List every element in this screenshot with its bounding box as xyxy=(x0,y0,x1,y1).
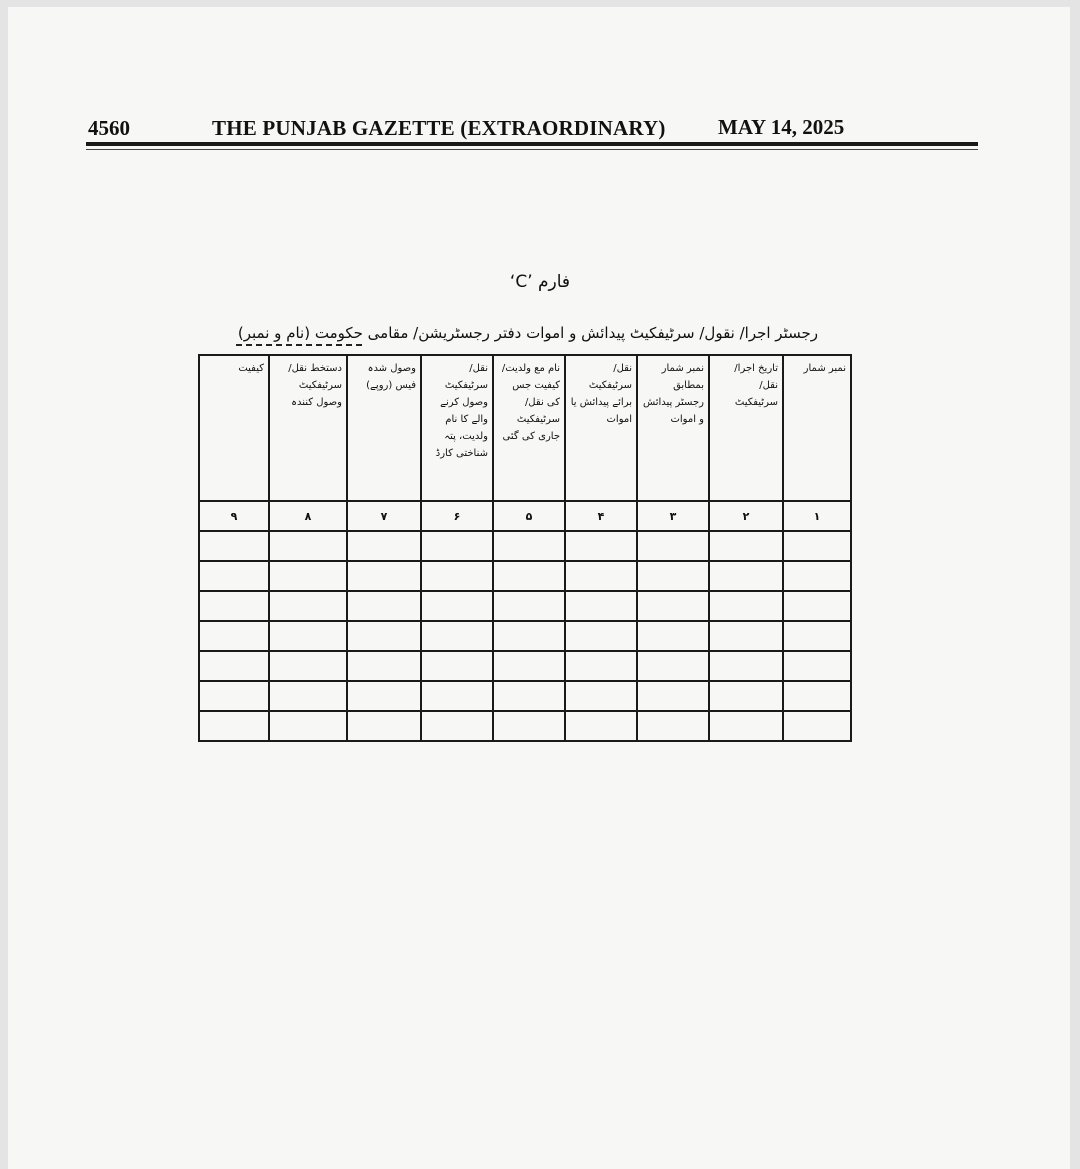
column-header: کیفیت xyxy=(199,355,269,501)
table-row xyxy=(199,621,851,651)
table-cell xyxy=(783,681,851,711)
table-cell xyxy=(709,651,783,681)
column-header: وصول شدہ فیس (روپے) xyxy=(347,355,421,501)
table-cell xyxy=(565,651,637,681)
column-header: نمبر شمار بمطابق رجسٹر پیدائش و اموات xyxy=(637,355,709,501)
table-cell xyxy=(783,531,851,561)
register-table xyxy=(198,354,852,742)
table-cell xyxy=(637,651,709,681)
table-cell xyxy=(347,591,421,621)
column-number: ۸ xyxy=(269,501,347,531)
table-cell xyxy=(709,711,783,741)
table-header-row xyxy=(199,355,851,501)
table-cell xyxy=(783,651,851,681)
table-row xyxy=(199,681,851,711)
table-cell xyxy=(269,621,347,651)
table-cell xyxy=(783,621,851,651)
table-cell xyxy=(347,681,421,711)
table-cell xyxy=(199,591,269,621)
table-cell xyxy=(347,651,421,681)
table-cell xyxy=(421,621,493,651)
table-cell xyxy=(269,711,347,741)
table-cell xyxy=(709,531,783,561)
table-cell xyxy=(421,531,493,561)
table-row xyxy=(199,711,851,741)
table-row xyxy=(199,591,851,621)
table-cell xyxy=(199,681,269,711)
table-cell xyxy=(347,561,421,591)
table-cell xyxy=(565,711,637,741)
table-cell xyxy=(565,681,637,711)
column-header: تاریخ اجرا/ نقل/ سرٹیفکیٹ xyxy=(709,355,783,501)
table-cell xyxy=(565,621,637,651)
table-cell xyxy=(421,561,493,591)
column-header: نمبر شمار xyxy=(783,355,851,501)
table-cell xyxy=(709,681,783,711)
table-cell xyxy=(637,711,709,741)
table-cell xyxy=(421,591,493,621)
table-cell xyxy=(199,561,269,591)
table-cell xyxy=(269,591,347,621)
table-cell xyxy=(199,651,269,681)
table-cell xyxy=(709,621,783,651)
register-heading: رجسٹر اجرا/ نقول/ سرٹیفکیٹ پیدائش و اموات دفتر رجسٹریشن/ مقامی حکومت (نام و نمبر) xyxy=(237,324,818,342)
table-cell xyxy=(637,591,709,621)
table-cell xyxy=(493,681,565,711)
table-cell xyxy=(199,531,269,561)
table-cell xyxy=(199,711,269,741)
column-number: ۳ xyxy=(637,501,709,531)
column-number: ۷ xyxy=(347,501,421,531)
table-cell xyxy=(709,561,783,591)
table-cell xyxy=(493,531,565,561)
header-rule xyxy=(86,142,978,146)
table-cell xyxy=(783,591,851,621)
table-cell xyxy=(493,591,565,621)
column-header: نام مع ولدیت/ کیفیت جس کی نقل/ سرٹیفکیٹ جاری کی گئی xyxy=(493,355,565,501)
table-cell xyxy=(347,621,421,651)
table-cell xyxy=(421,651,493,681)
table-cell xyxy=(783,561,851,591)
table-cell xyxy=(269,531,347,561)
column-number-row xyxy=(199,501,851,531)
column-number: ۴ xyxy=(565,501,637,531)
table-cell xyxy=(269,561,347,591)
column-header: نقل/ سرٹیفکیٹ برائے پیدائش یا اموات xyxy=(565,355,637,501)
column-number: ۹ xyxy=(199,501,269,531)
table-cell xyxy=(565,531,637,561)
column-header: دستخط نقل/ سرٹیفکیٹ وصول کنندہ xyxy=(269,355,347,501)
table-cell xyxy=(269,651,347,681)
column-number: ۲ xyxy=(709,501,783,531)
page-number: 4560 xyxy=(88,116,130,140)
table-cell xyxy=(637,531,709,561)
column-number: ۱ xyxy=(783,501,851,531)
table-cell xyxy=(493,651,565,681)
table-cell xyxy=(421,711,493,741)
table-cell xyxy=(199,621,269,651)
table-cell xyxy=(637,681,709,711)
table-cell xyxy=(493,561,565,591)
table-cell xyxy=(347,531,421,561)
gazette-title: THE PUNJAB GAZETTE (EXTRAORDINARY) xyxy=(212,116,666,140)
table-cell xyxy=(637,621,709,651)
table-cell xyxy=(493,711,565,741)
blank-rows xyxy=(199,531,851,741)
table-cell xyxy=(421,681,493,711)
gazette-date: MAY 14, 2025 xyxy=(718,115,845,139)
table-cell xyxy=(347,711,421,741)
table-row xyxy=(199,651,851,681)
table-cell xyxy=(709,591,783,621)
table-cell xyxy=(493,621,565,651)
table-row xyxy=(199,531,851,561)
table-cell xyxy=(269,681,347,711)
heading-fill-line xyxy=(236,344,362,346)
column-header: نقل/ سرٹیفکیٹ وصول کرنے والے کا نام ولدیت، پتہ شناختی کارڈ xyxy=(421,355,493,501)
column-number: ۵ xyxy=(493,501,565,531)
form-title: فارم ’C‘ xyxy=(509,272,571,292)
table-row xyxy=(199,561,851,591)
table-cell xyxy=(783,711,851,741)
table-cell xyxy=(637,561,709,591)
table-cell xyxy=(565,561,637,591)
table-cell xyxy=(565,591,637,621)
column-number: ۶ xyxy=(421,501,493,531)
header-rule-thin xyxy=(86,149,978,150)
